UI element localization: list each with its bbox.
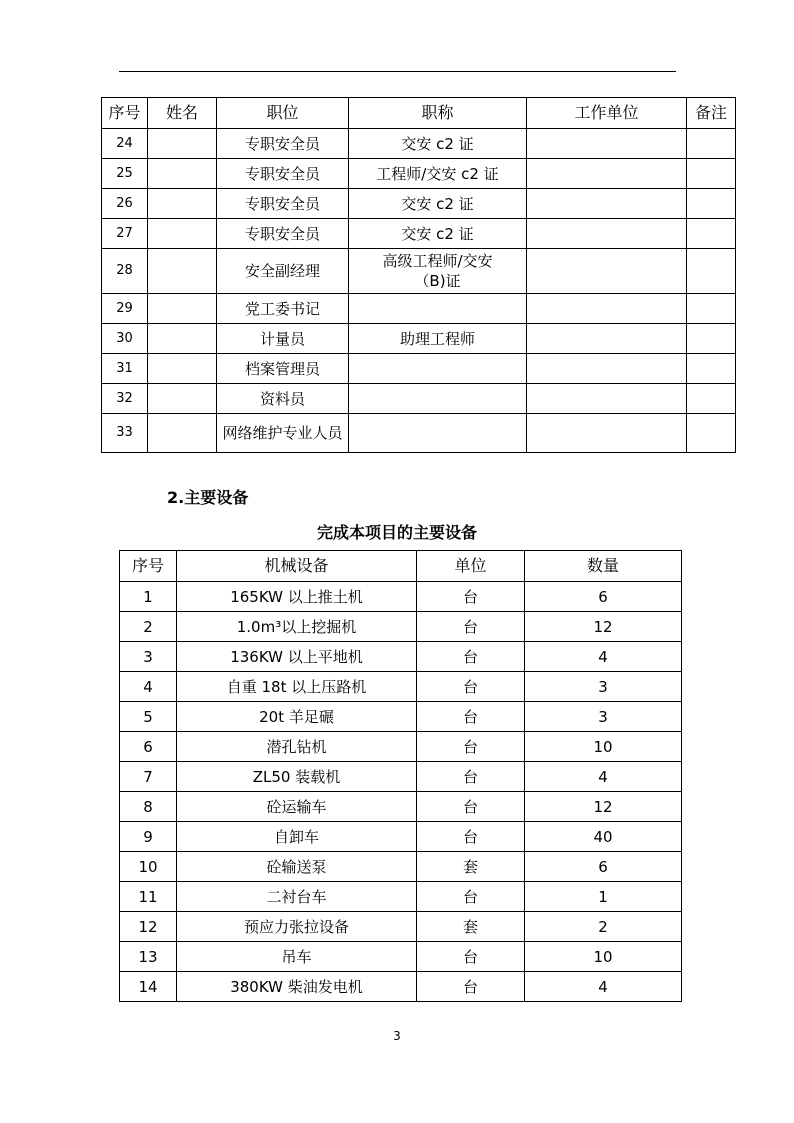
cell-equipment: 二衬台车	[177, 882, 417, 912]
cell-unit: 台	[417, 612, 525, 642]
cell-equipment: 预应力张拉设备	[177, 912, 417, 942]
table-row	[102, 384, 736, 414]
cell-position: 网络维护专业人员	[217, 414, 349, 453]
cell-position: 专职安全员	[217, 189, 349, 219]
cell-unit: 套	[417, 852, 525, 882]
cell-qty: 12	[525, 792, 682, 822]
cell-name	[148, 159, 217, 189]
cell-equipment: 砼输送泵	[177, 852, 417, 882]
cell-no: 24	[102, 129, 148, 159]
cell-equipment: ZL50 装载机	[177, 762, 417, 792]
cell-unit: 台	[417, 672, 525, 702]
cell-no: 9	[120, 822, 177, 852]
cell-equipment: 自卸车	[177, 822, 417, 852]
table-caption: 完成本项目的主要设备	[316, 523, 477, 542]
cell-equipment: 380KW 柴油发电机	[177, 972, 417, 1002]
cell-unit: 台	[417, 792, 525, 822]
cell-position: 档案管理员	[217, 354, 349, 384]
cell-equipment: 吊车	[177, 942, 417, 972]
cell-unit	[527, 354, 687, 384]
cell-remark	[687, 354, 736, 384]
cell-title: 工程师/交安 c2 证	[349, 159, 527, 189]
cell-no: 26	[102, 189, 148, 219]
cell-name	[148, 294, 217, 324]
cell-position: 安全副经理	[217, 249, 349, 294]
table-row	[102, 189, 736, 219]
cell-qty: 1	[525, 882, 682, 912]
cell-no: 4	[120, 672, 177, 702]
cell-no: 10	[120, 852, 177, 882]
cell-name	[148, 414, 217, 453]
cell-qty: 3	[525, 672, 682, 702]
cell-no: 31	[102, 354, 148, 384]
table-row	[120, 732, 682, 762]
cell-title: 交安 c2 证	[349, 129, 527, 159]
cell-equipment: 136KW 以上平地机	[177, 642, 417, 672]
cell-name	[148, 384, 217, 414]
table-row	[120, 612, 682, 642]
cell-equipment: 165KW 以上推土机	[177, 582, 417, 612]
cell-unit	[527, 129, 687, 159]
table-row	[120, 672, 682, 702]
page-number: 3	[393, 1029, 401, 1043]
cell-unit: 台	[417, 582, 525, 612]
staff-table	[101, 97, 736, 453]
cell-title	[349, 354, 527, 384]
table-row	[120, 642, 682, 672]
cell-no: 14	[120, 972, 177, 1002]
cell-name	[148, 354, 217, 384]
cell-no: 7	[120, 762, 177, 792]
cell-unit: 台	[417, 762, 525, 792]
cell-remark	[687, 189, 736, 219]
cell-qty: 12	[525, 612, 682, 642]
cell-name	[148, 324, 217, 354]
cell-equipment: 20t 羊足碾	[177, 702, 417, 732]
cell-name	[148, 219, 217, 249]
cell-position: 专职安全员	[217, 219, 349, 249]
cell-remark	[687, 324, 736, 354]
cell-qty: 4	[525, 762, 682, 792]
cell-remark	[687, 159, 736, 189]
section-heading: 2.主要设备	[167, 488, 249, 507]
cell-qty: 4	[525, 972, 682, 1002]
cell-position: 党工委书记	[217, 294, 349, 324]
table-row	[120, 942, 682, 972]
cell-unit	[527, 249, 687, 294]
cell-equipment: 潜孔钻机	[177, 732, 417, 762]
col-header-no: 序号	[102, 98, 148, 129]
col-header-unit: 单位	[417, 551, 525, 582]
cell-title: 交安 c2 证	[349, 189, 527, 219]
cell-no: 29	[102, 294, 148, 324]
cell-remark	[687, 414, 736, 453]
table-row	[120, 702, 682, 732]
header-rule	[119, 71, 676, 72]
cell-title: 助理工程师	[349, 324, 527, 354]
table-row	[120, 882, 682, 912]
table-row	[102, 129, 736, 159]
table-row	[102, 159, 736, 189]
cell-title: 交安 c2 证	[349, 219, 527, 249]
table-row	[120, 822, 682, 852]
cell-name	[148, 249, 217, 294]
cell-unit: 台	[417, 942, 525, 972]
cell-unit	[527, 324, 687, 354]
cell-no: 6	[120, 732, 177, 762]
col-header-no: 序号	[120, 551, 177, 582]
col-header-title: 职称	[349, 98, 527, 129]
cell-no: 11	[120, 882, 177, 912]
table-row	[120, 792, 682, 822]
cell-title	[349, 384, 527, 414]
cell-unit: 台	[417, 702, 525, 732]
cell-unit: 台	[417, 642, 525, 672]
cell-remark	[687, 129, 736, 159]
cell-unit	[527, 159, 687, 189]
cell-name	[148, 129, 217, 159]
cell-no: 3	[120, 642, 177, 672]
cell-name	[148, 189, 217, 219]
table-row	[102, 219, 736, 249]
equipment-table-header-row	[120, 551, 682, 582]
cell-qty: 10	[525, 942, 682, 972]
cell-unit	[527, 294, 687, 324]
cell-unit	[527, 384, 687, 414]
cell-title	[349, 414, 527, 453]
cell-no: 33	[102, 414, 148, 453]
table-row	[120, 852, 682, 882]
cell-qty: 6	[525, 582, 682, 612]
cell-unit	[527, 189, 687, 219]
cell-unit: 套	[417, 912, 525, 942]
col-header-remark: 备注	[687, 98, 736, 129]
cell-no: 5	[120, 702, 177, 732]
table-row	[102, 294, 736, 324]
cell-unit	[527, 219, 687, 249]
cell-no: 25	[102, 159, 148, 189]
col-header-qty: 数量	[525, 551, 682, 582]
table-row	[102, 324, 736, 354]
cell-qty: 2	[525, 912, 682, 942]
cell-remark	[687, 294, 736, 324]
cell-no: 13	[120, 942, 177, 972]
cell-remark	[687, 384, 736, 414]
col-header-unit: 工作单位	[527, 98, 687, 129]
cell-qty: 40	[525, 822, 682, 852]
cell-position: 专职安全员	[217, 129, 349, 159]
cell-no: 27	[102, 219, 148, 249]
cell-position: 资料员	[217, 384, 349, 414]
cell-no: 1	[120, 582, 177, 612]
table-row	[120, 762, 682, 792]
table-row	[120, 972, 682, 1002]
cell-title	[349, 294, 527, 324]
table-row	[102, 414, 736, 453]
cell-unit	[527, 414, 687, 453]
cell-no: 30	[102, 324, 148, 354]
cell-equipment: 砼运输车	[177, 792, 417, 822]
equipment-table	[119, 550, 682, 1002]
table-row	[102, 354, 736, 384]
staff-table-header-row	[102, 98, 736, 129]
table-row	[120, 582, 682, 612]
cell-unit: 台	[417, 822, 525, 852]
cell-qty: 3	[525, 702, 682, 732]
col-header-equipment: 机械设备	[177, 551, 417, 582]
cell-unit: 台	[417, 972, 525, 1002]
cell-unit: 台	[417, 732, 525, 762]
cell-no: 32	[102, 384, 148, 414]
cell-remark	[687, 249, 736, 294]
cell-no: 2	[120, 612, 177, 642]
cell-no: 12	[120, 912, 177, 942]
cell-no: 8	[120, 792, 177, 822]
table-row	[102, 249, 736, 294]
cell-qty: 6	[525, 852, 682, 882]
cell-no: 28	[102, 249, 148, 294]
table-row	[120, 912, 682, 942]
cell-position: 专职安全员	[217, 159, 349, 189]
cell-qty: 4	[525, 642, 682, 672]
cell-unit: 台	[417, 882, 525, 912]
cell-position: 计量员	[217, 324, 349, 354]
col-header-name: 姓名	[148, 98, 217, 129]
cell-remark	[687, 219, 736, 249]
cell-qty: 10	[525, 732, 682, 762]
cell-title: 高级工程师/交安（B)证	[349, 249, 527, 294]
cell-equipment: 1.0m³以上挖掘机	[177, 612, 417, 642]
cell-equipment: 自重 18t 以上压路机	[177, 672, 417, 702]
col-header-position: 职位	[217, 98, 349, 129]
